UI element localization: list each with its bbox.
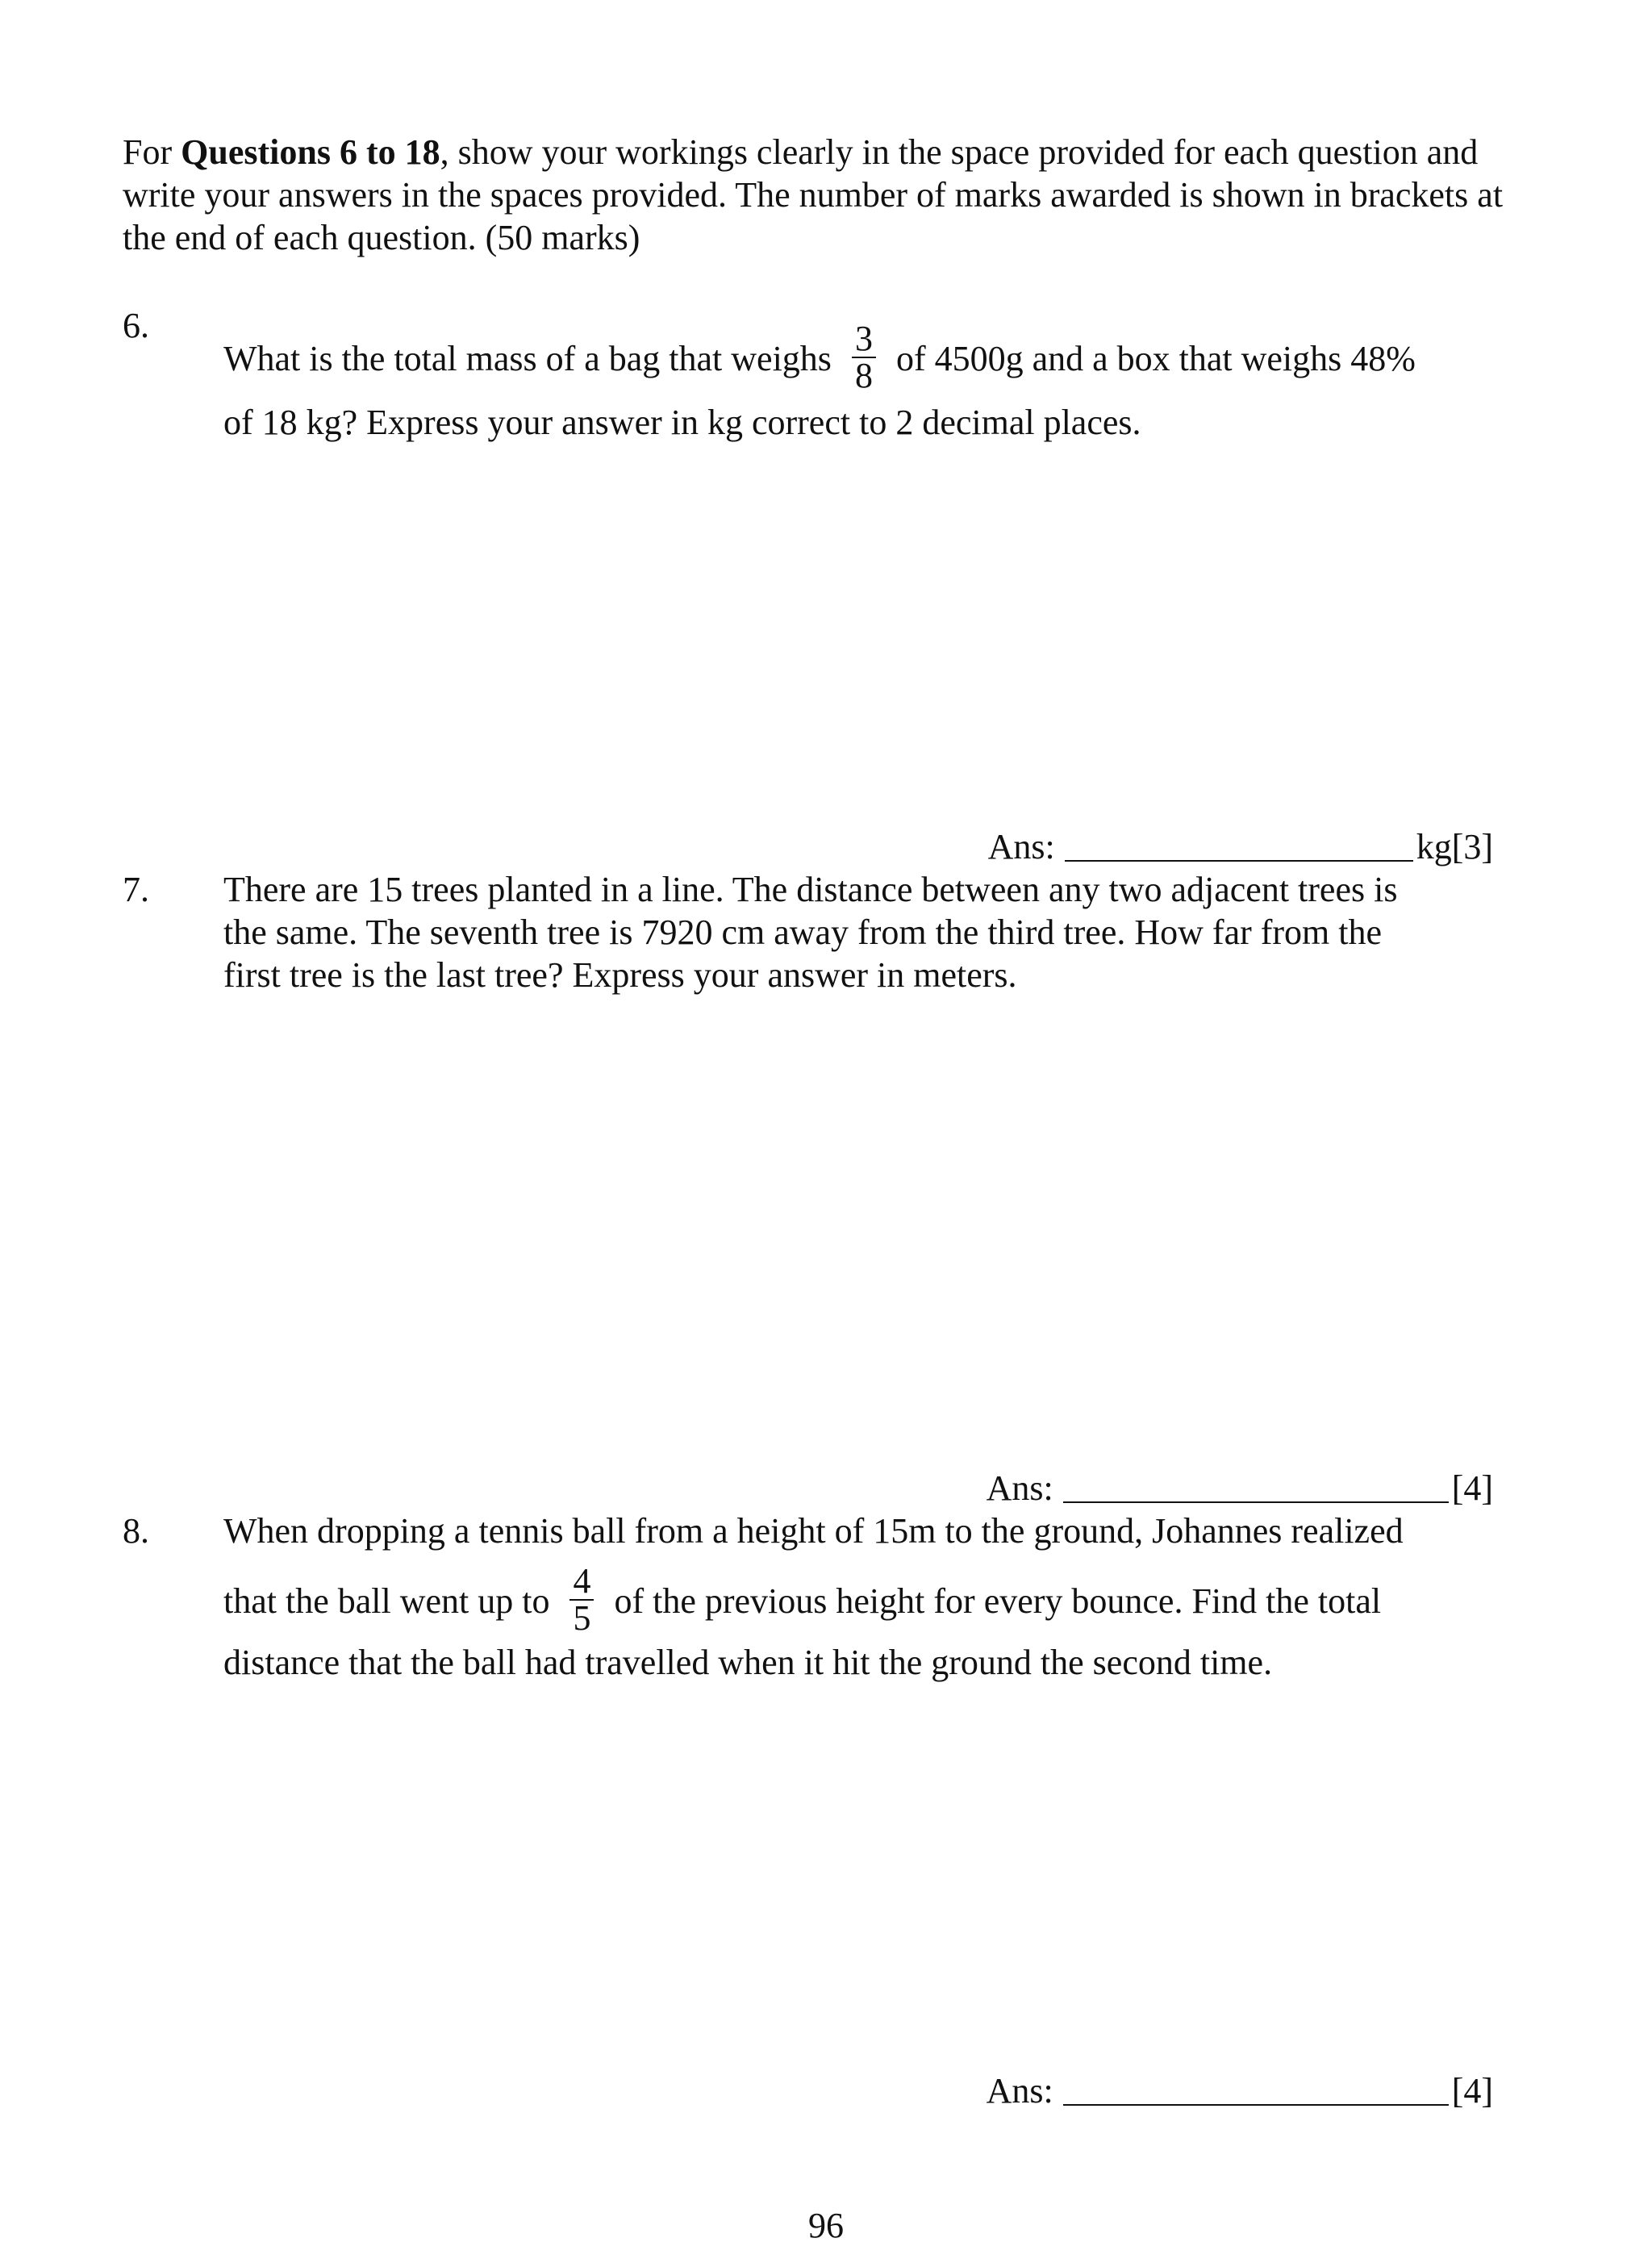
answer-suffix: [4] (1451, 1468, 1493, 1508)
answer-line (988, 825, 1493, 868)
fraction-denominator: 8 (854, 356, 873, 395)
question-line: When dropping a tennis ball from a height of 15m to the ground, Johannes realized (223, 1511, 1404, 1551)
fraction-denominator: 5 (573, 1598, 591, 1638)
question-line: the same. The seventh tree is 7920 cm away from the third tree. How far from the (223, 912, 1383, 952)
answer-suffix: kg[3] (1416, 827, 1493, 866)
question-line: of 18 kg? Express your answer in kg correct to 2 decimal places. (223, 403, 1141, 442)
question-number: 6. (123, 306, 149, 345)
question-line (223, 319, 1416, 397)
question-line (223, 1561, 1382, 1639)
instructions (123, 131, 1510, 259)
fraction-numerator: 3 (854, 319, 873, 358)
question-number: 8. (123, 1511, 149, 1551)
answer-blank[interactable] (1065, 828, 1413, 862)
answer-line (987, 1467, 1493, 1509)
question-text: of 4500g and a box that weighs 48% (895, 339, 1416, 379)
question-text: that the ball went up to (223, 1581, 550, 1622)
answer-suffix: [4] (1451, 2071, 1493, 2111)
answer-blank[interactable] (1063, 1469, 1449, 1503)
fraction (569, 1561, 594, 1638)
question-text: of the previous height for every bounce. Find the total (614, 1581, 1382, 1622)
page-number: 96 (808, 2206, 844, 2245)
question-line: There are 15 trees planted in a line. The distance between any two adjacent trees is (223, 870, 1398, 909)
fraction (852, 319, 876, 395)
answer-label: Ans: (986, 2071, 1053, 2111)
question-line: distance that the ball had travelled when it hit the ground the second time. (223, 1643, 1273, 1682)
instructions-bold: Questions 6 to 18 (181, 132, 440, 172)
answer-line (987, 2069, 1493, 2112)
instructions-prefix: For (123, 132, 181, 172)
answer-blank[interactable] (1063, 2072, 1449, 2106)
instructions-text: , show your workings clearly in the space provided for each question and write your answers in the spaces provided. The number of marks awarded is shown in brackets at the end of each question. (50 marks) (123, 132, 1504, 257)
answer-label: Ans: (986, 1468, 1053, 1508)
question-number: 7. (123, 870, 149, 909)
fraction-numerator: 4 (573, 1561, 591, 1601)
question-text: What is the total mass of a bag that weighs (223, 339, 832, 379)
question-line: first tree is the last tree? Express your answer in meters. (223, 955, 1017, 995)
answer-label: Ans: (987, 827, 1055, 866)
